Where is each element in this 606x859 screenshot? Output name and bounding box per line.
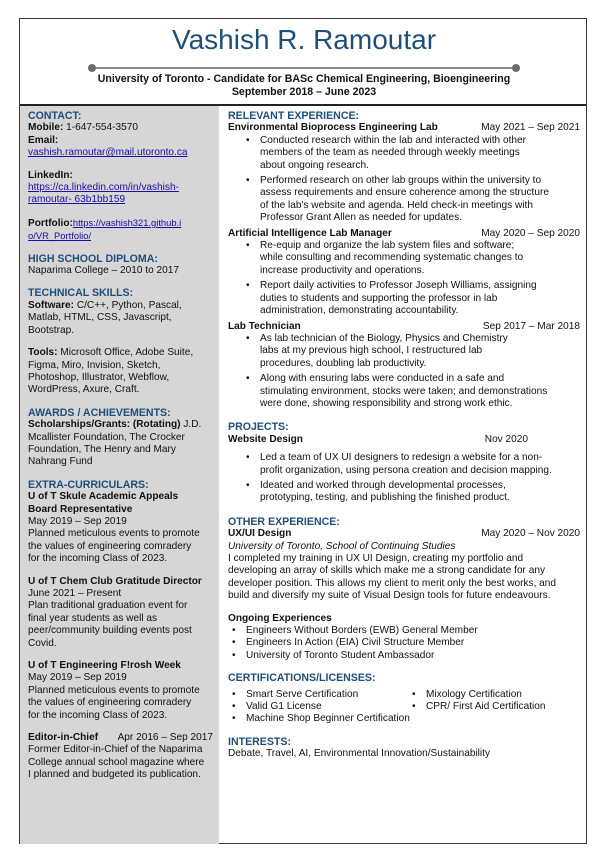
rule-right-dot [512,64,520,72]
extracurricular-desc: Plan traditional graduation event for [28,600,188,612]
tools-line-1: Tools: Microsoft Office, Adobe Suite, [28,347,194,359]
job-bullet: • As lab technician of the Biology, Physics and Chemistry labs at my previous high school, I restructured lab procedures, doubling lab productivity. [260,333,580,370]
editor-title: Editor-in-Chief [28,732,99,744]
other-experience-heading: OTHER EXPERIENCE: [228,515,340,528]
extracurricular-dates: June 2021 – Present [28,588,122,599]
editor-desc: I planned and budgeted its publication. [28,769,201,781]
university-line: University of Toronto - Candidate for BASc Chemical Engineering, Bioengineering [97,73,511,85]
diploma-text: Naparima College – 2010 to 2017 [28,265,179,277]
tools-line-2: Figma, Miro, Invision, Sketch, [28,359,161,371]
extracurricular-dates: May 2019 – Sep 2019 [28,515,127,527]
extracurricular-desc: the values of engineering comradery [28,697,192,709]
extracurricular-item [28,576,213,650]
certifications-list [228,689,580,726]
education-dates: September 2018 – June 2023 [231,86,377,98]
extracurricular-title: U of T Engineering F!rosh Week [28,660,181,672]
editor-item [28,732,213,782]
ongoing-item: • University of Toronto Student Ambassador [246,650,580,662]
portfolio-label: Portfolio: [28,217,73,229]
software-label: Software: [28,299,74,311]
mobile-number: 1-647-554-3570 [66,122,138,134]
software-line-1: Software: C/C++, Python, Pascal, [28,299,182,311]
job-title: Environmental Bioprocess Engineering Lab [228,122,438,134]
portfolio-link-line-2[interactable]: o/VR_Portfolio/ [28,230,92,242]
mobile-row [28,122,213,134]
extracurricular-desc: Planned meticulous events to promote [28,528,200,540]
job-entry [228,321,580,411]
job-bullet: • Performed research on other lab groups within the university to assess requirements and ensure coherence among the structure of the lab's website and agenda. Held check-in meetings with Professor Grant Allen as needed for updates. [260,175,580,225]
job-dates: May 2021 – Sep 2021 [481,122,580,134]
interests-text: Debate, Travel, AI, Environmental Innovation/Sustainability [228,748,491,760]
cert-item: • Valid G1 License [246,701,426,713]
job-dates: Sep 2017 – Mar 2018 [482,320,580,332]
linkedin-link-line-1[interactable]: https://ca.linkedin.com/in/vashish- [28,182,179,194]
other-dates: May 2020 – Nov 2020 [481,528,580,540]
other-desc: developer position. This allows my client to merit only the best works, and [228,577,557,589]
projects-heading: PROJECTS: [228,421,289,434]
skills-heading: TECHNICAL SKILLS: [28,287,134,300]
other-title: UX/UI Design [228,528,292,540]
education-summary [20,73,588,99]
certifications-heading: CERTIFICATIONS/LICENSES: [228,672,376,685]
contact-heading: CONTACT: [28,110,82,122]
job-title: Lab Technician [228,320,301,332]
software-line-2: Matlab, HTML, CSS, Javascript, [28,312,172,324]
extracurricular-title: U of T Skule Academic Appeals [28,491,179,503]
other-desc: developing an array of skills which make me a strong candidate for any [228,565,545,577]
cert-item: • Smart Serve Certification [246,689,426,701]
ongoing-title: Ongoing Experiences [228,612,332,624]
extracurricular-item [28,660,213,722]
tools-line-3: Photoshop, Illustrator, Webflow, [28,371,170,383]
job-entry [228,122,580,224]
editor-desc: College annual school magazine where [28,756,205,768]
main-column [220,106,586,844]
software-line-3: Bootstrap. [28,324,75,336]
portfolio-link-line-1[interactable]: https://vashish321.github.i [72,216,182,228]
mobile-label: Mobile: [28,122,64,134]
portfolio-row [28,217,213,230]
other-desc: build and diversify my suite of Visual Design tools for future endeavours. [228,590,551,602]
ongoing-item: • Engineers Without Borders (EWB) General Member [246,625,580,637]
job-bullet: • Along with ensuring labs were conducted in a safe and stimulating environment, stocks were taken; and demonstrations were done, showing responsibility and strong work ethic. [260,373,580,410]
email-label: Email: [28,134,59,146]
awards-heading: AWARDS / ACHIEVEMENTS: [28,406,171,419]
scholarships-label: Scholarships/Grants: (Rotating) [28,419,181,431]
job-bullet: • Re-equip and organize the lab system files and software; while consulting and recommending systematic changes to increase productivity and operations. [260,240,580,277]
awards-line-1: Scholarships/Grants: (Rotating) J.D. [28,419,202,431]
project-bullet: • Ideated and worked through developmental processes, prototyping, testing, and publishing the finished product. [260,480,580,505]
extracurricular-desc: Covid. [28,637,57,649]
header-rule [92,67,516,69]
awards-line-4: Nahrang Fund [28,456,93,468]
ongoing-item: • Engineers In Action (EIA) Civil Structure Member [246,637,580,649]
editor-dates: Apr 2016 – Sep 2017 [117,732,213,744]
awards-line-3: Foundation, The Henry and Mary [28,443,176,455]
editor-head [28,732,213,744]
experience-heading: RELEVANT EXPERIENCE: [228,110,360,122]
cert-item: • CPR/ First Aid Certification [426,701,586,713]
extracurricular-title: Board Representative [28,503,133,515]
other-org: University of Toronto, School of Continuing Studies [228,540,456,552]
extracurricular-dates: May 2019 – Sep 2019 [28,672,127,684]
interests-heading: INTERESTS: [228,735,291,748]
project-title: Website Design [228,433,303,445]
tools-label: Tools: [28,347,58,359]
extracurricular-desc: for the incoming Class of 2023. [28,709,168,721]
job-bullet: • Conducted research within the lab and interacted with other members of the team as needed through weekly meetings about ongoing research. [260,135,580,172]
candidate-name: Vashish R. Ramoutar [171,24,437,55]
extracurriculars-heading: EXTRA-CURRICULARS: [28,478,149,491]
extracurricular-desc: the values of engineering comradery [28,540,192,552]
extracurricular-desc: Planned meticulous events to promote [28,684,200,696]
linkedin-label: LinkedIn: [28,169,73,181]
diploma-heading: HIGH SCHOOL DIPLOMA: [28,252,158,265]
other-desc: I completed my training in UX UI Design, creating my portfolio and [228,553,524,564]
cert-item: • Machine Shop Beginner Certification [246,713,586,725]
extracurricular-item [28,491,213,565]
linkedin-link-line-2[interactable]: ramoutar- 63b1bb159 [28,194,126,206]
tools-line-4: WordPress, Axure, Craft. [28,384,140,396]
project-dates: Nov 2020 [484,433,528,445]
email-link[interactable]: vashish.ramoutar@mail.utoronto.ca [28,147,188,159]
job-bullet: • Report daily activities to Professor Joseph Williams, assigning duties to students and supporting the professor in lab administration, demonstrating accountability. [260,280,580,317]
extracurricular-desc: peer/community building events post [28,625,192,637]
rule-left-dot [88,64,96,72]
job-entry [228,228,580,318]
extracurricular-desc: final year students as well as [28,612,158,624]
job-title: Artificial Intelligence Lab Manager [228,227,392,239]
sidebar [20,106,219,844]
job-dates: May 2020 – Sep 2020 [481,227,580,239]
project-bullet: • Led a team of UX UI designers to redesign a website for a non- profit organization, using persona creation and decision mapping. [260,452,580,477]
extracurricular-title: U of T Chem Club Gratitude Director [28,575,202,587]
cert-item: • Mixology Certification [426,689,586,701]
resume-page [19,18,587,844]
extracurricular-desc: for the incoming Class of 2023. [28,553,168,565]
editor-desc: Former Editor-in-Chief of the Naparima [28,744,203,756]
awards-line-2: Mcallister Foundation, The Crocker [28,431,185,443]
